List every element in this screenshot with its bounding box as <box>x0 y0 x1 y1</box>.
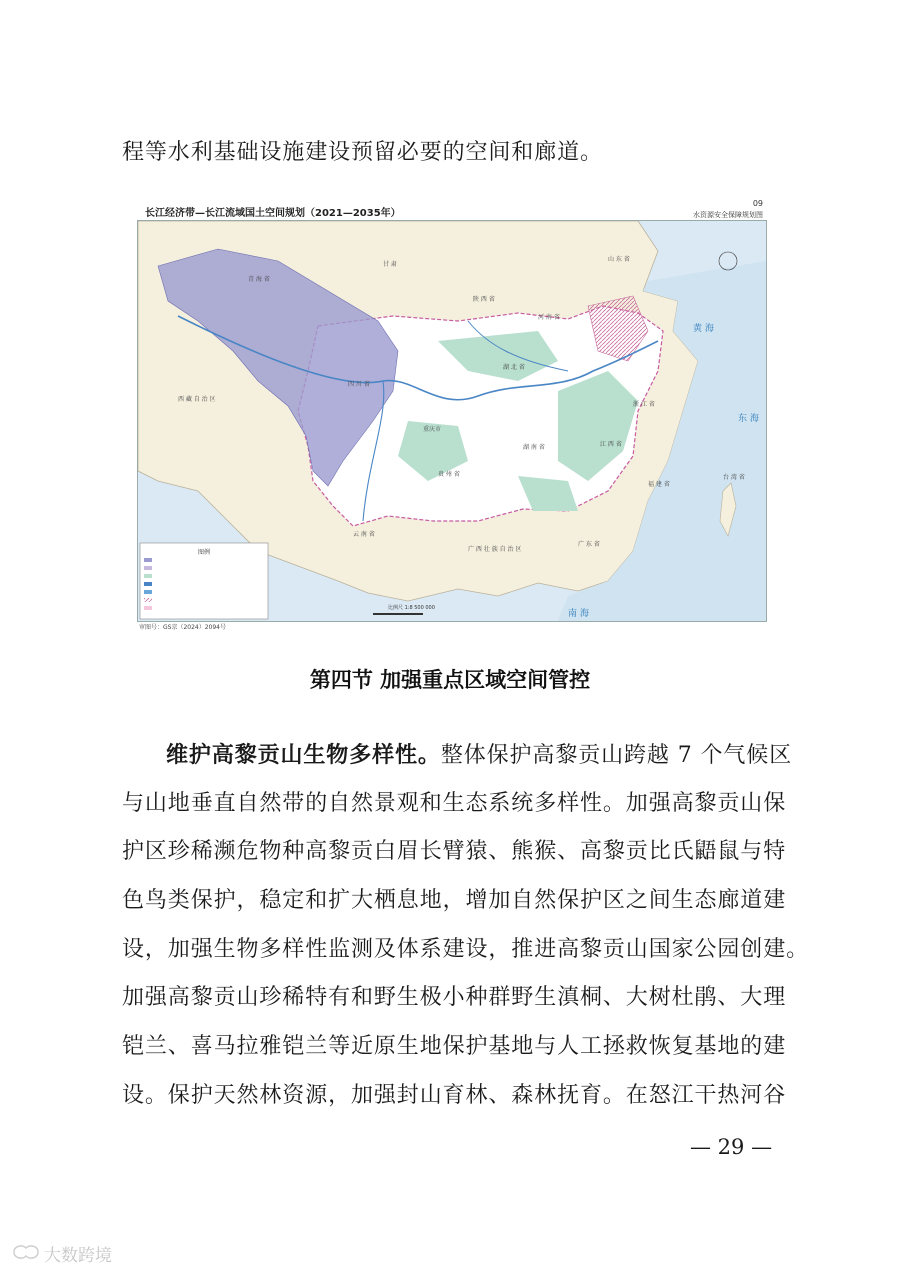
paragraph-line-3: 护区珍稀濒危物种高黎贡白眉长臂猿、熊猴、高黎贡比氏鼯鼠与特 <box>122 839 787 865</box>
label-jiangxi: 江 西 省 <box>600 441 622 448</box>
paragraph-line-5: 设，加强生物多样性监测及体系建设，推进高黎贡山国家公园创建。 <box>122 936 810 962</box>
sea-label-yellow: 黄 海 <box>693 324 714 334</box>
basin-map-svg <box>138 221 766 621</box>
label-hunan: 湖 南 省 <box>523 444 545 451</box>
page-number: — 29 — <box>690 1135 773 1159</box>
top-text-line: 程等水利基础设施建设预留必要的空间和廊道。 <box>122 140 603 165</box>
label-tibet: 西 藏 自 治 区 <box>178 396 216 403</box>
north-arrow-icon <box>719 252 737 270</box>
scale-label: 比例尺 1:8 500 000 <box>388 605 435 611</box>
label-henan: 河 南 省 <box>538 314 560 321</box>
paragraph-line-7: 铠兰、喜马拉雅铠兰等近原生地保护基地与人工拯救恢复基地的建 <box>122 1034 787 1060</box>
paragraph-line-2: 与山地垂直自然带的自然景观和生态系统多样性。加强高黎贡山保 <box>122 790 787 816</box>
legend-title: 图例 <box>198 549 211 556</box>
watermark-logo-icon <box>8 1240 42 1264</box>
label-yunnan: 云 南 省 <box>353 531 375 538</box>
label-guizhou: 贵 州 省 <box>438 471 460 478</box>
label-qinghai: 青 海 省 <box>248 276 270 283</box>
watermark-text: 大数跨境 <box>44 1246 112 1266</box>
label-chongqing: 重庆市 <box>423 426 442 433</box>
sea-label-east: 东 海 <box>738 414 759 424</box>
sea-label-south: 南 海 <box>568 609 589 619</box>
paragraph-line-6: 加强高黎贡山珍稀特有和野生极小种群野生滇桐、大树杜鹃、大理 <box>122 985 787 1011</box>
label-zhejiang: 浙 江 省 <box>633 401 655 408</box>
section-heading: 第四节 加强重点区域空间管控 <box>309 668 591 692</box>
map-subtitle: 水资源安全保障规划图 <box>693 211 763 219</box>
map-canvas <box>137 220 767 622</box>
label-hubei: 湖 北 省 <box>503 364 525 371</box>
map-title: 长江经济带—长江流域国土空间规划（2021—2035年） <box>145 208 401 219</box>
planning-map-figure <box>137 199 767 631</box>
paragraph-line-4: 色鸟类保护，稳定和扩大栖息地，增加自然保护区之间生态廊道建 <box>122 888 787 914</box>
map-review-number: 审图号：GS京（2024）2094号 <box>139 624 226 631</box>
label-guangdong: 广 东 省 <box>578 541 600 548</box>
paragraph-lead: 维护高黎贡山生物多样性。 <box>166 742 441 768</box>
label-taiwan: 台 湾 省 <box>723 474 745 481</box>
label-guangxi: 广 西 壮 族 自 治 区 <box>468 546 522 553</box>
label-shaanxi: 陕 西 省 <box>473 296 495 303</box>
paragraph-line-1: 维护高黎贡山生物多样性。整体保护高黎贡山跨越 7 个气候区 <box>166 742 793 768</box>
map-number: 09 <box>752 199 763 208</box>
label-fujian: 福 建 省 <box>648 481 670 488</box>
label-gansu: 甘 肃 <box>383 261 397 268</box>
label-sichuan: 四 川 省 <box>348 381 370 388</box>
body-paragraph <box>122 731 810 1121</box>
paragraph-line-8: 设。保护天然林资源，加强封山育林、森林抚育。在怒江干热河谷 <box>122 1082 787 1108</box>
label-shandong: 山 东 省 <box>608 256 630 263</box>
